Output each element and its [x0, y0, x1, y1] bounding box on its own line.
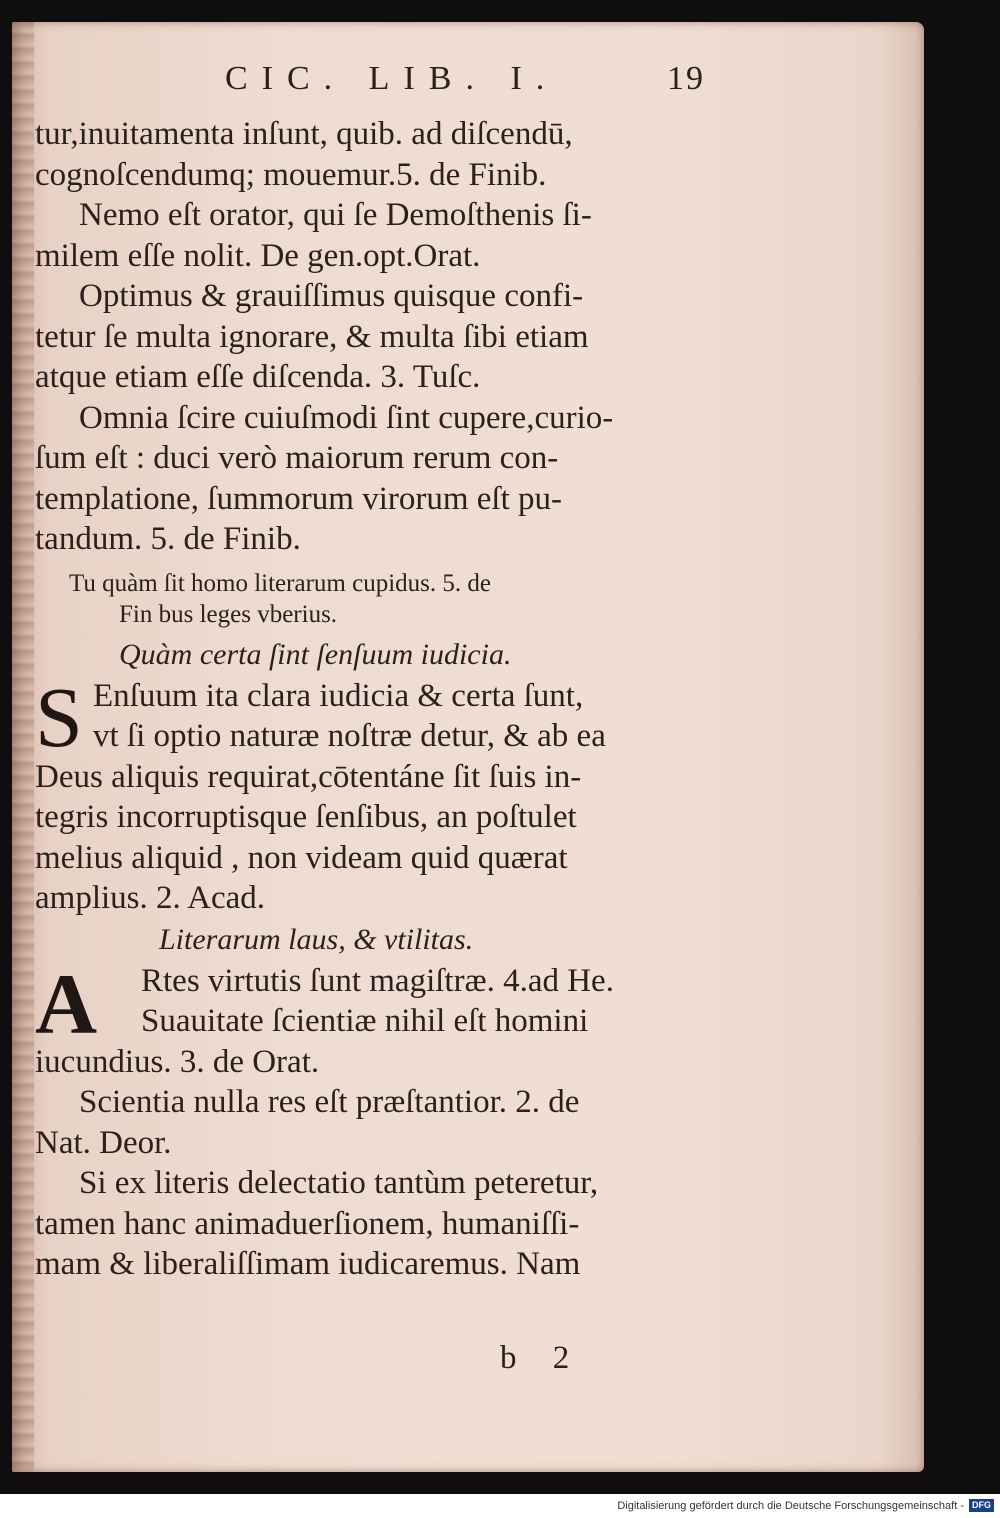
side-note-line: Tu quàm ſit homo literarum cupidus. 5. de [69, 569, 491, 597]
text-line: Enſuum ita clara iudicia & certa ſunt, [93, 677, 584, 714]
section-heading: Literarum laus, & vtilitas. [159, 922, 474, 956]
paragraph-letters [35, 955, 705, 1285]
text-line: vt ſi optio naturæ noſtræ detur, & ab ea [93, 718, 606, 754]
text-line: mam & liberaliſſimam iudicaremus. Nam [35, 1246, 581, 1282]
text-line: Scientia nulla res eſt præſtantior. 2. de [79, 1084, 580, 1120]
text-line: ſum eſt : duci verò maiorum rerum con- [35, 440, 559, 476]
text-line: Rtes virtutis ſunt magiſtræ. 4.ad He. [141, 962, 614, 999]
text-line: Nat. Deor. [35, 1124, 172, 1161]
text-line: cognoſcendumq; mouemur.5. de Finib. [35, 156, 547, 193]
text-line: Si ex literis delectatio tantùm peteretur, [79, 1165, 599, 1201]
text-line: tetur ſe multa ignorare, & multa ſibi etiam [35, 318, 589, 355]
section-heading: Quàm certa ſint ſenſuum iudicia. [119, 637, 512, 671]
text-line: tandum. 5. de Finib. [35, 521, 301, 557]
page-number: 19 [667, 60, 705, 97]
text-line: Suauitate ſcientiæ nihil eſt homini [141, 1003, 589, 1039]
text-line: tamen hanc animaduerſionem, humaniſſi- [35, 1205, 580, 1242]
drop-cap-s: S [35, 668, 83, 765]
text-line: Omnia ſcire cuiuſmodi ſint cupere,curio- [79, 399, 614, 436]
page-text [35, 60, 705, 1285]
text-line: Deus aliquis requirat,cōtentáne ſit ſuis in- [35, 758, 582, 795]
text-line: tegris incorruptisque ſenſibus, an poſtulet [35, 799, 577, 835]
text-line: Optimus & grauiſſimus quisque confi- [79, 278, 584, 314]
running-header [35, 60, 705, 114]
running-title: CIC. LIB. I. [225, 60, 559, 97]
text-line: melius aliquid , non videam quid quærat [35, 839, 568, 876]
signature-mark: b 2 [500, 1340, 584, 1376]
page-gutter [12, 22, 34, 1472]
text-line: tur,inuitamenta inſunt, quib. ad diſcendū, [35, 116, 573, 152]
text-line: atque etiam eſſe diſcenda. 3. Tuſc. [35, 359, 481, 395]
side-note-line: Fin bus leges vberius. [119, 600, 338, 628]
text-line: iucundius. 3. de Orat. [35, 1043, 320, 1080]
text-line: milem eſſe nolit. De gen.opt.Orat. [35, 237, 481, 274]
drop-cap-a: A [35, 955, 98, 1052]
text-line: templatione, ſummorum virorum eſt pu- [35, 480, 562, 517]
footer-bar [0, 1494, 1000, 1518]
dfg-logo[interactable]: DFG [969, 1499, 994, 1512]
text-line: amplius. 2. Acad. [35, 880, 266, 916]
paragraph-senses [35, 668, 705, 919]
funding-credit: Digitalisierung gefördert durch die Deutsche Forschungsgemeinschaft - [617, 1500, 964, 1512]
text-line: Nemo eſt orator, qui ſe Demoſthenis ſi- [79, 197, 592, 233]
